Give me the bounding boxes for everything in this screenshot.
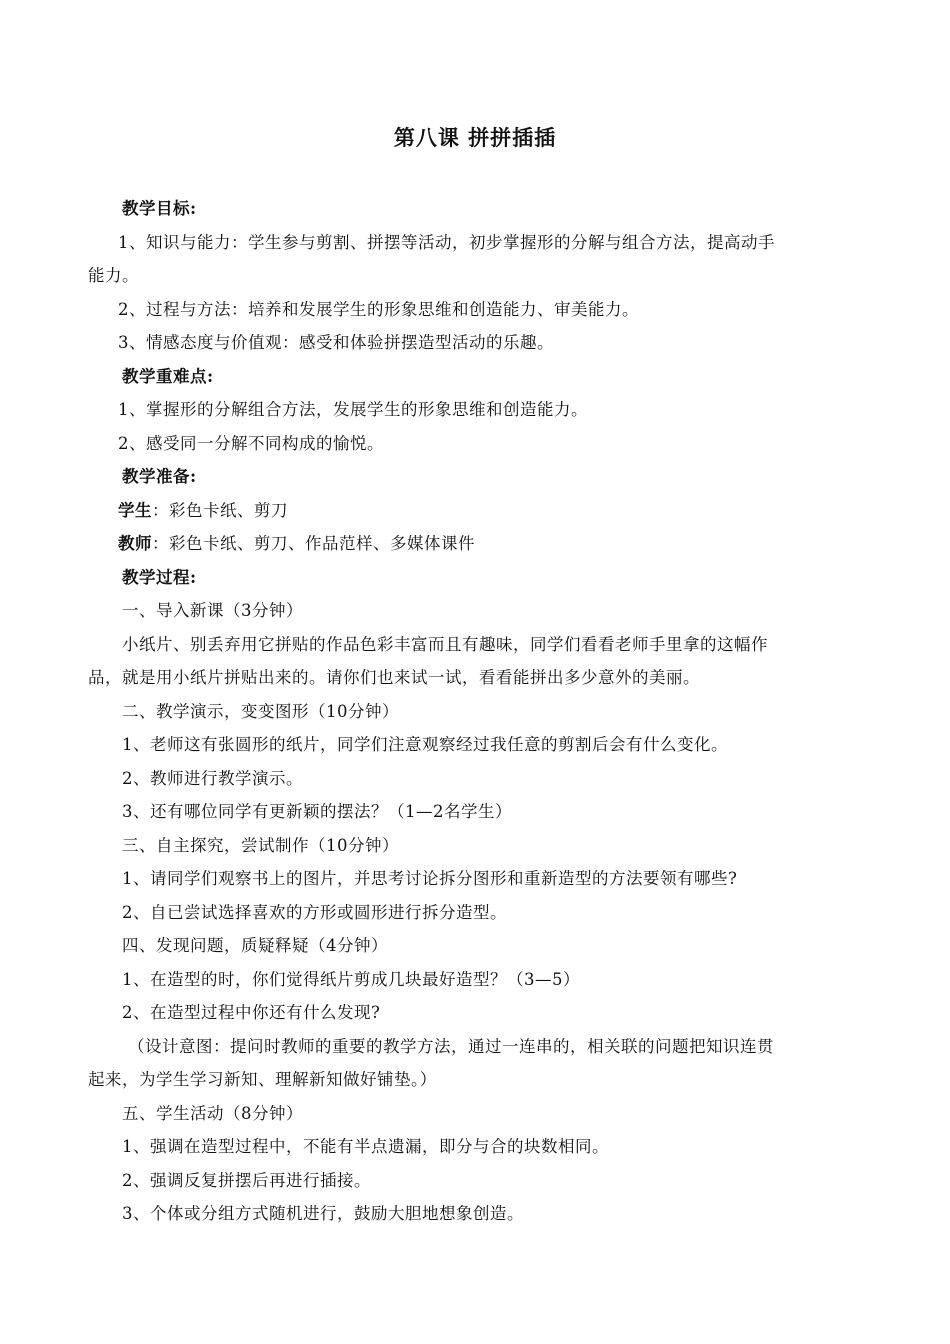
process-heading: 教学过程: [122, 567, 197, 587]
section-5-title: 五、学生活动（8分钟） [122, 1103, 303, 1123]
objective-2: 2、过程与方法：培养和发展学生的形象思维和创造能力、审美能力。 [118, 299, 639, 319]
objective-1-line1: 1、知识与能力：学生参与剪割、拼摆等活动，初步掌握形的分解与组合方法，提高动手 [118, 232, 775, 252]
objective-3: 3、情感态度与价值观：感受和体验拼摆造型活动的乐趣。 [118, 333, 554, 352]
document-body [88, 192, 863, 1231]
preparation-heading: 教学准备: [122, 467, 197, 486]
preparation-teacher [88, 527, 863, 561]
key-points-heading: 教学重难点: [122, 366, 214, 386]
key-point-2: 2、感受同一分解不同构成的愉悦。 [118, 433, 384, 453]
teacher-label: 教师 [118, 534, 152, 553]
objective-1-line2: 能力。 [88, 266, 139, 285]
section-2-item-3: 3、还有哪位同学有更新颖的摆法？（1—2名学生） [122, 802, 512, 821]
teacher-text: ：彩色卡纸、剪刀、作品范样、多媒体课件 [152, 534, 475, 553]
student-text: ：彩色卡纸、剪刀 [152, 500, 288, 520]
section-2-item-1: 1、老师这有张圆形的纸片，同学们注意观察经过我任意的剪割后会有什么变化。 [122, 735, 728, 754]
section-3-title: 三、自主探究，尝试制作（10分钟） [122, 835, 399, 855]
section-5-item-2: 2、强调反复拼摆后再进行插接。 [122, 1170, 371, 1190]
section-1-paragraph-line1: 小纸片、别丢弃用它拼贴的作品色彩丰富而且有趣味，同学们看看老师手里拿的这幅作 [122, 634, 768, 654]
section-4-item-1: 1、在造型的时，你们觉得纸片剪成几块最好造型？（3—5） [122, 969, 580, 989]
page-title: 第八课 拼拼插插 [393, 125, 557, 150]
section-3-item-1: 1、请同学们观察书上的图片，并思考讨论拆分图形和重新造型的方法要领有哪些? [122, 869, 738, 888]
objectives-heading: 教学目标: [122, 199, 197, 218]
section-4-note-line2: 起来，为学生学习新知、理解新知做好铺垫。） [88, 1070, 437, 1089]
section-3-item-2: 2、自已尝试选择喜欢的方形或圆形进行拆分造型。 [122, 902, 507, 922]
section-5-item-1: 1、强调在造型过程中，不能有半点遗漏，即分与合的块数相同。 [122, 1137, 609, 1156]
section-4-title: 四、发现问题，质疑释疑（4分钟） [122, 936, 388, 955]
section-2-title: 二、教学演示，变变图形（10分钟） [122, 701, 399, 721]
section-2-item-2: 2、教师进行教学演示。 [122, 768, 303, 788]
section-1-paragraph-line2: 品，就是用小纸片拼贴出来的。请你们也来试一试，看看能拼出多少意外的美丽。 [88, 668, 700, 687]
section-5-item-3: 3、个体或分组方式随机进行，鼓励大胆地想象创造。 [122, 1204, 524, 1223]
section-4-note-line1: （设计意图：提问时教师的重要的教学方法，通过一连串的，相关联的问题把知识连贯 [128, 1036, 774, 1056]
section-4-item-2: 2、在造型过程中你还有什么发现? [122, 1003, 381, 1022]
student-label: 学生 [118, 500, 152, 520]
key-point-1: 1、掌握形的分解组合方法，发展学生的形象思维和创造能力。 [118, 400, 588, 419]
preparation-student [88, 494, 863, 528]
section-1-title: 一、导入新课（3分钟） [122, 601, 303, 620]
